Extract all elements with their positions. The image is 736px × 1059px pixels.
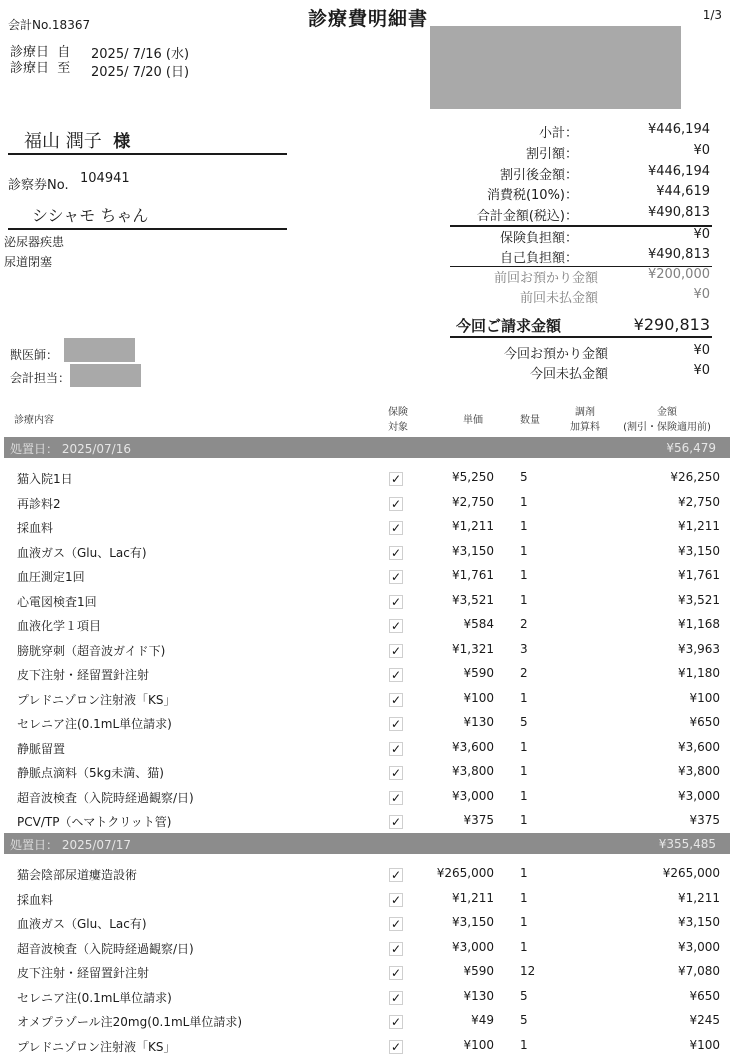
item-qty: 1 [520,494,528,509]
date-to: 2025/ 7/20 (日) [91,65,190,80]
item-name: 採血料 [17,892,54,907]
section-date: 処置日： 2025/07/17 [10,838,131,852]
vet-label: 獣医師： [10,348,59,362]
item-name: 血液ガス（Glu、Lac有) [17,545,147,560]
page-number: 1/3 [702,8,722,22]
summary-self-pay: 自己負担額： ¥490,813 [499,247,710,266]
item-price: ¥3,600 [452,739,494,754]
item-price: ¥3,150 [452,915,494,929]
item-amount: ¥375 [689,813,720,827]
item-price: ¥584 [463,617,494,631]
table-row [0,638,736,662]
item-amount: ¥3,150 [678,915,720,929]
summary-previous-deposit: 前回お預かり金額 ¥200,000 [493,267,710,286]
item-amount: ¥1,168 [678,617,720,631]
item-qty: 12 [520,964,536,978]
item-name: PCV/TP（ヘマトクリット管) [17,815,172,829]
insurance-checkbox: ✓ [390,1015,402,1029]
item-qty: 2 [520,666,528,680]
insurance-checkbox: ✓ [390,917,402,931]
section-header [4,833,730,854]
insurance-checkbox: ✓ [390,668,402,682]
insurance-checkbox: ✓ [390,570,402,584]
accountant-name-redacted [70,364,141,387]
col-insurance-header: 保険 対象 [388,407,408,433]
section-total: ¥56,479 [666,441,716,455]
insurance-checkbox: ✓ [390,643,402,658]
item-name: 静脈留置 [17,741,66,756]
card-label: 診察券No. [8,178,69,193]
table-row [0,960,736,984]
insurance-checkbox: ✓ [390,766,402,780]
item-amount: ¥3,150 [678,543,720,558]
item-price: ¥100 [463,690,494,705]
item-amount: ¥100 [689,690,720,705]
section-header [4,437,730,458]
item-amount: ¥100 [689,1037,720,1052]
summary-tax: 消費税(10%)： ¥44,619 [486,184,710,203]
item-name: プレドニゾロン注射液「KS」 [17,1039,176,1054]
item-qty: 1 [520,568,528,582]
insurance-checkbox: ✓ [390,472,402,486]
item-name: 膀胱穿刺（超音波ガイド下) [17,643,166,658]
table-row [0,887,736,911]
item-name: 超音波検査（入院時経過観察/日) [17,941,194,956]
col-qty-header: 数量 [520,415,540,426]
item-amount: ¥1,761 [678,568,720,582]
item-name: 血液化学１項目 [17,619,102,633]
item-qty: 1 [520,764,528,778]
item-price: ¥3,150 [452,543,494,558]
insurance-checkbox: ✓ [390,545,402,560]
item-qty: 1 [520,813,528,827]
summary-discount: 割引額： ¥0 [525,143,710,162]
item-qty: 1 [520,690,528,705]
account-number: 会計No.18367 [8,18,91,32]
date-to-label: 診療日 至 [10,61,71,76]
item-qty: 1 [520,788,528,803]
col-amount-header: 金額 (割引・保険適用前) [623,407,711,433]
item-qty: 1 [520,890,528,905]
summary-previous-unpaid: 前回未払金額 ¥0 [519,287,710,306]
item-amount: ¥1,211 [678,519,720,533]
insurance-checkbox: ✓ [390,1039,402,1054]
item-price: ¥590 [463,666,494,680]
item-amount: ¥3,963 [678,641,720,656]
item-qty: 1 [520,1037,528,1052]
table-row [0,809,736,833]
insurance-checkbox: ✓ [390,868,402,882]
item-name: 血圧測定1回 [17,570,85,584]
date-from-label: 診療日 自 [10,45,71,60]
item-price: ¥3,521 [452,592,494,607]
item-name: 皮下注射・経留置針注射 [17,966,150,980]
item-amount: ¥3,000 [678,939,720,954]
item-price: ¥1,761 [452,568,494,582]
item-name: 猫会陰部尿道瘻造設術 [17,868,138,882]
insurance-checkbox: ✓ [390,521,402,535]
item-amount: ¥7,080 [678,964,720,978]
table-row [0,491,736,515]
item-name: 超音波検査（入院時経過観察/日) [17,790,194,805]
table-row [0,589,736,613]
table-row [0,466,736,490]
item-name: オメプラゾール注20mg(0.1mL単位請求) [17,1015,243,1029]
col-prep-header: 調剤 加算料 [570,407,600,433]
item-qty: 5 [520,715,528,729]
insurance-checkbox: ✓ [390,966,402,980]
item-qty: 1 [520,939,528,954]
accountant-label: 会計担当： [10,371,71,385]
item-name: セレニア注(0.1mL単位請求) [17,990,172,1005]
item-name: セレニア注(0.1mL単位請求) [17,717,172,731]
table-row [0,785,736,809]
item-price: ¥130 [463,715,494,729]
item-amount: ¥265,000 [662,866,720,880]
table-row [0,564,736,588]
pet-name: シシャモ ちゃん [32,206,149,225]
insurance-checkbox: ✓ [390,941,402,956]
insurance-checkbox: ✓ [390,990,402,1005]
clinic-info-redacted [430,26,681,109]
item-price: ¥3,000 [452,939,494,954]
item-name: 心電図検査1回 [17,594,97,609]
item-amount: ¥3,000 [678,788,720,803]
billing-amount: 今回ご請求金額 ¥290,813 [456,315,710,335]
item-name: 血液ガス（Glu、Lac有) [17,917,147,931]
item-amount: ¥2,750 [678,494,720,509]
item-qty: 2 [520,617,528,631]
section-total: ¥355,485 [658,837,716,851]
table-row [0,736,736,760]
billing-rule [450,336,712,338]
item-price: ¥5,250 [452,470,494,484]
item-name: プレドニゾロン注射液「KS」 [17,692,176,707]
item-price: ¥1,211 [452,519,494,533]
item-qty: 5 [520,470,528,484]
item-name: 再診料2 [17,496,61,511]
table-row [0,1009,736,1033]
table-row [0,687,736,711]
item-amount: ¥3,800 [678,764,720,778]
summary-total: 合計金額(税込)： ¥490,813 [476,205,710,224]
section-date: 処置日： 2025/07/16 [10,442,131,456]
item-amount: ¥26,250 [670,470,720,484]
summary-after-discount: 割引後金額： ¥446,194 [499,164,710,183]
current-deposit: 今回お預かり金額 ¥0 [503,343,710,362]
item-price: ¥590 [463,964,494,978]
current-unpaid: 今回未払金額 ¥0 [529,363,710,382]
item-price: ¥100 [463,1037,494,1052]
col-price-header: 単価 [463,415,483,426]
pet-underline [8,228,287,230]
table-row [0,540,736,564]
owner-name: 福山 潤子 様 [24,131,131,152]
diagnosis-1: 泌尿器疾患 [4,235,65,249]
insurance-checkbox: ✓ [390,619,402,633]
table-row [0,711,736,735]
insurance-checkbox: ✓ [390,717,402,731]
table-row [0,1034,736,1058]
item-price: ¥265,000 [436,866,494,880]
insurance-checkbox: ✓ [390,790,402,805]
item-price: ¥49 [471,1013,494,1027]
item-amount: ¥3,600 [678,739,720,754]
summary-subtotal: 小計： ¥446,194 [538,122,710,141]
item-amount: ¥650 [689,715,720,729]
item-qty: 5 [520,988,528,1003]
item-price: ¥2,750 [452,494,494,509]
item-amount: ¥650 [689,988,720,1003]
insurance-checkbox: ✓ [390,496,402,511]
table-row [0,760,736,784]
item-name: 猫入院1日 [17,472,73,486]
item-qty: 1 [520,915,528,929]
table-row [0,985,736,1009]
item-amount: ¥1,180 [678,666,720,680]
insurance-checkbox: ✓ [390,594,402,609]
table-row [0,613,736,637]
date-from: 2025/ 7/16 (水) [91,47,190,62]
item-qty: 5 [520,1013,528,1027]
insurance-checkbox: ✓ [390,741,402,756]
item-amount: ¥245 [689,1013,720,1027]
insurance-checkbox: ✓ [390,692,402,707]
vet-name-redacted [64,338,135,362]
item-qty: 1 [520,739,528,754]
item-name: 採血料 [17,521,54,535]
item-qty: 1 [520,543,528,558]
diagnosis-2: 尿道閉塞 [4,255,53,269]
table-row [0,911,736,935]
item-price: ¥375 [463,813,494,827]
item-name: 静脈点滴料（5kg未満、猫) [17,766,164,780]
table-row [0,862,736,886]
item-price: ¥3,000 [452,788,494,803]
insurance-checkbox: ✓ [390,815,402,829]
owner-underline [8,153,287,155]
col-item-header: 診療内容 [14,415,54,426]
item-qty: 1 [520,519,528,533]
item-qty: 1 [520,866,528,880]
item-price: ¥1,211 [452,890,494,905]
table-row [0,936,736,960]
summary-insurance: 保険負担額： ¥0 [499,227,710,246]
item-price: ¥3,800 [452,764,494,778]
item-name: 皮下注射・経留置針注射 [17,668,150,682]
item-qty: 3 [520,641,528,656]
insurance-checkbox: ✓ [390,892,402,907]
item-amount: ¥3,521 [678,592,720,607]
item-price: ¥130 [463,988,494,1003]
card-number: 104941 [80,171,130,186]
item-qty: 1 [520,592,528,607]
item-price: ¥1,321 [452,641,494,656]
item-amount: ¥1,211 [678,890,720,905]
table-row [0,515,736,539]
table-row [0,662,736,686]
document-title: 診療費明細書 [307,8,428,30]
